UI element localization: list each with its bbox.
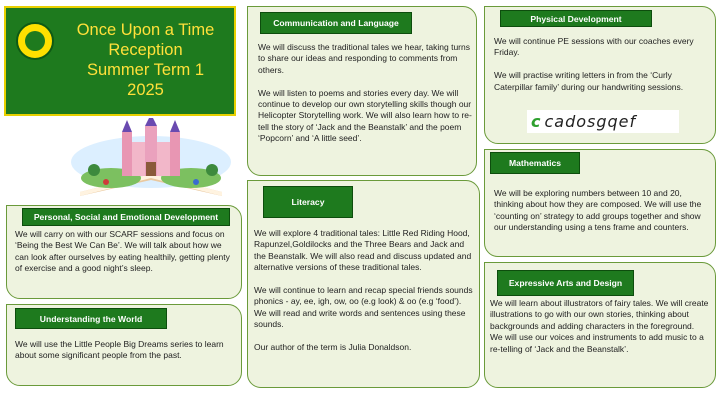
understanding-heading: Understanding the World [15,308,167,329]
mathematics-text: We will be exploring numbers between 10 and 20, thinking about how they are composed. We will use the ‘counting on’ strategy to add groups together and show our understanding using a tens frame and counters. [494,188,702,233]
curly-caterpillar-letter: c [531,112,542,131]
pse-text: We will carry on with our SCARF sessions and focus on ‘Being the Best We Can Be’. We will talk about how we can look after ourselves by eating healthily, getting plenty of exercise and a good night’s sleep. [15,229,230,274]
page-title: Once Upon a Time Reception Summer Term 1 2025 [76,21,215,99]
communication-heading: Communication and Language [260,12,412,34]
expressive-text: We will learn about illustrators of fairy tales. We will create illustrations to go with our own stories, thinking about backgrounds and adding characters in the foreground. We will use our voices and instruments to add music to a re-telling of ‘Jack and the Beanstalk’. [490,298,709,354]
literacy-heading: Literacy [263,186,353,218]
storybook-illustration [66,118,236,198]
handwriting-letter-row: cadosgqef [544,112,637,131]
expressive-heading: Expressive Arts and Design [497,270,634,296]
literacy-text: We will explore 4 traditional tales: Little Red Riding Hood, Rapunzel,Goldilocks and the Three Bears and Jack and the Beanstalk. We will also read and discuss updated and alternative versions of these traditional tales. We will continue to learn and recap special friends sounds phonics - ay, ee, igh, ow, oo (e.g look) & oo (e.g ‘food’). We will read and write words and sentences using these sounds. Our author of the term is Julia Donaldson. [254,228,473,353]
pse-heading: Personal, Social and Emotional Development [22,208,230,226]
mathematics-heading: Mathematics [490,152,580,174]
physical-heading: Physical Development [500,10,652,27]
communication-text: We will discuss the traditional tales we hear, taking turns to share our ideas and responding to comments from others. We will listen to poems and stories every day. We will continue to develop our own storytelling skills though our Helicopter Storytelling work. We will also learn how to re-tell the story of ‘Jack and the Beanstalk’ and the poem ‘Popcorn’ and ‘A little seed’. [258,42,472,144]
school-logo [16,22,54,60]
physical-text: We will continue PE sessions with our coaches every Friday. We will practise writing letters in from the ‘Curly Caterpillar family’ during our handwriting sessions. [494,36,694,92]
understanding-text: We will use the Little People Big Dreams series to learn about some significant people from the past. [15,339,224,361]
title-box [4,6,236,116]
handwriting-letters [527,110,679,133]
